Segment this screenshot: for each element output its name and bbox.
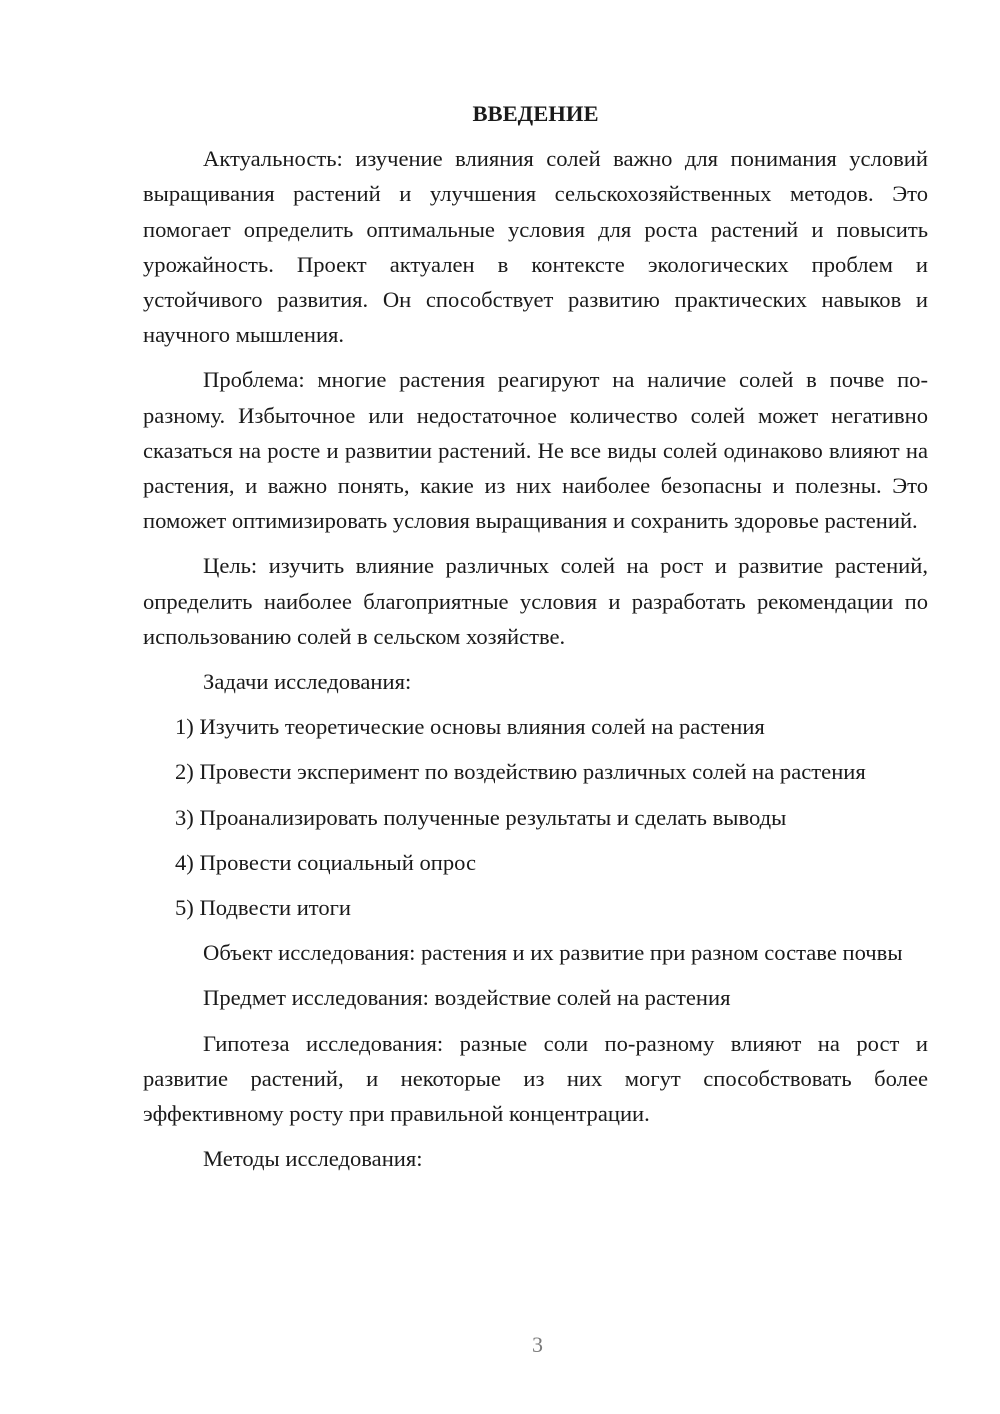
paragraph-problem: Проблема: многие растения реагируют на наличие солей в почве по-разному. Избыточное или недостаточное количество солей может негативно сказаться на росте и развитии растений. Не все виды солей одинаково влияют на растения, и важно понять, какие из них наиболее безопасны и полезны. Это поможет оптимизировать условия выращивания и сохранить здоровье растений.: [143, 367, 928, 534]
section-title: ВВЕДЕНИЕ: [472, 101, 599, 126]
paragraph-subject: Предмет исследования: воздействие солей на растения: [203, 985, 731, 1011]
paragraph-hypothesis: Гипотеза исследования: разные соли по-разному влияют на рост и развитие растений, и некоторые из них могут способствовать более эффективному росту при правильной концентрации.: [143, 1030, 928, 1127]
task-item-5: 5) Подвести итоги: [175, 895, 352, 921]
task-item-2: 2) Провести эксперимент по воздействию различных солей на растения: [175, 759, 866, 785]
page-content: [143, 96, 928, 1186]
paragraph-tasks-heading: Задачи исследования:: [203, 669, 412, 695]
task-item-4: 4) Провести социальный опрос: [175, 849, 477, 875]
page-number: 3: [532, 1332, 543, 1357]
paragraph-object: Объект исследования: растения и их развитие при разном составе почвы: [203, 940, 903, 966]
paragraph-goal: Цель: изучить влияние различных солей на рост и развитие растений, определить наиболее благоприятные условия и разработать рекомендации по использованию солей в сельском хозяйстве.: [143, 553, 928, 649]
task-item-1: 1) Изучить теоретические основы влияния солей на растения: [175, 714, 765, 740]
paragraph-methods: Методы исследования:: [203, 1146, 423, 1172]
paragraph-relevance: Актуальность: изучение влияния солей важно для понимания условий выращивания растений и улучшения сельскохозяйственных методов. Это помогает определить оптимальные условия для роста растений и повысить урожайность. Проект актуален в контексте экологических проблем и устойчивого развития. Он способствует развитию практических навыков и научного мышления.: [143, 146, 928, 348]
task-item-3: 3) Проанализировать полученные результаты и сделать выводы: [175, 804, 787, 830]
